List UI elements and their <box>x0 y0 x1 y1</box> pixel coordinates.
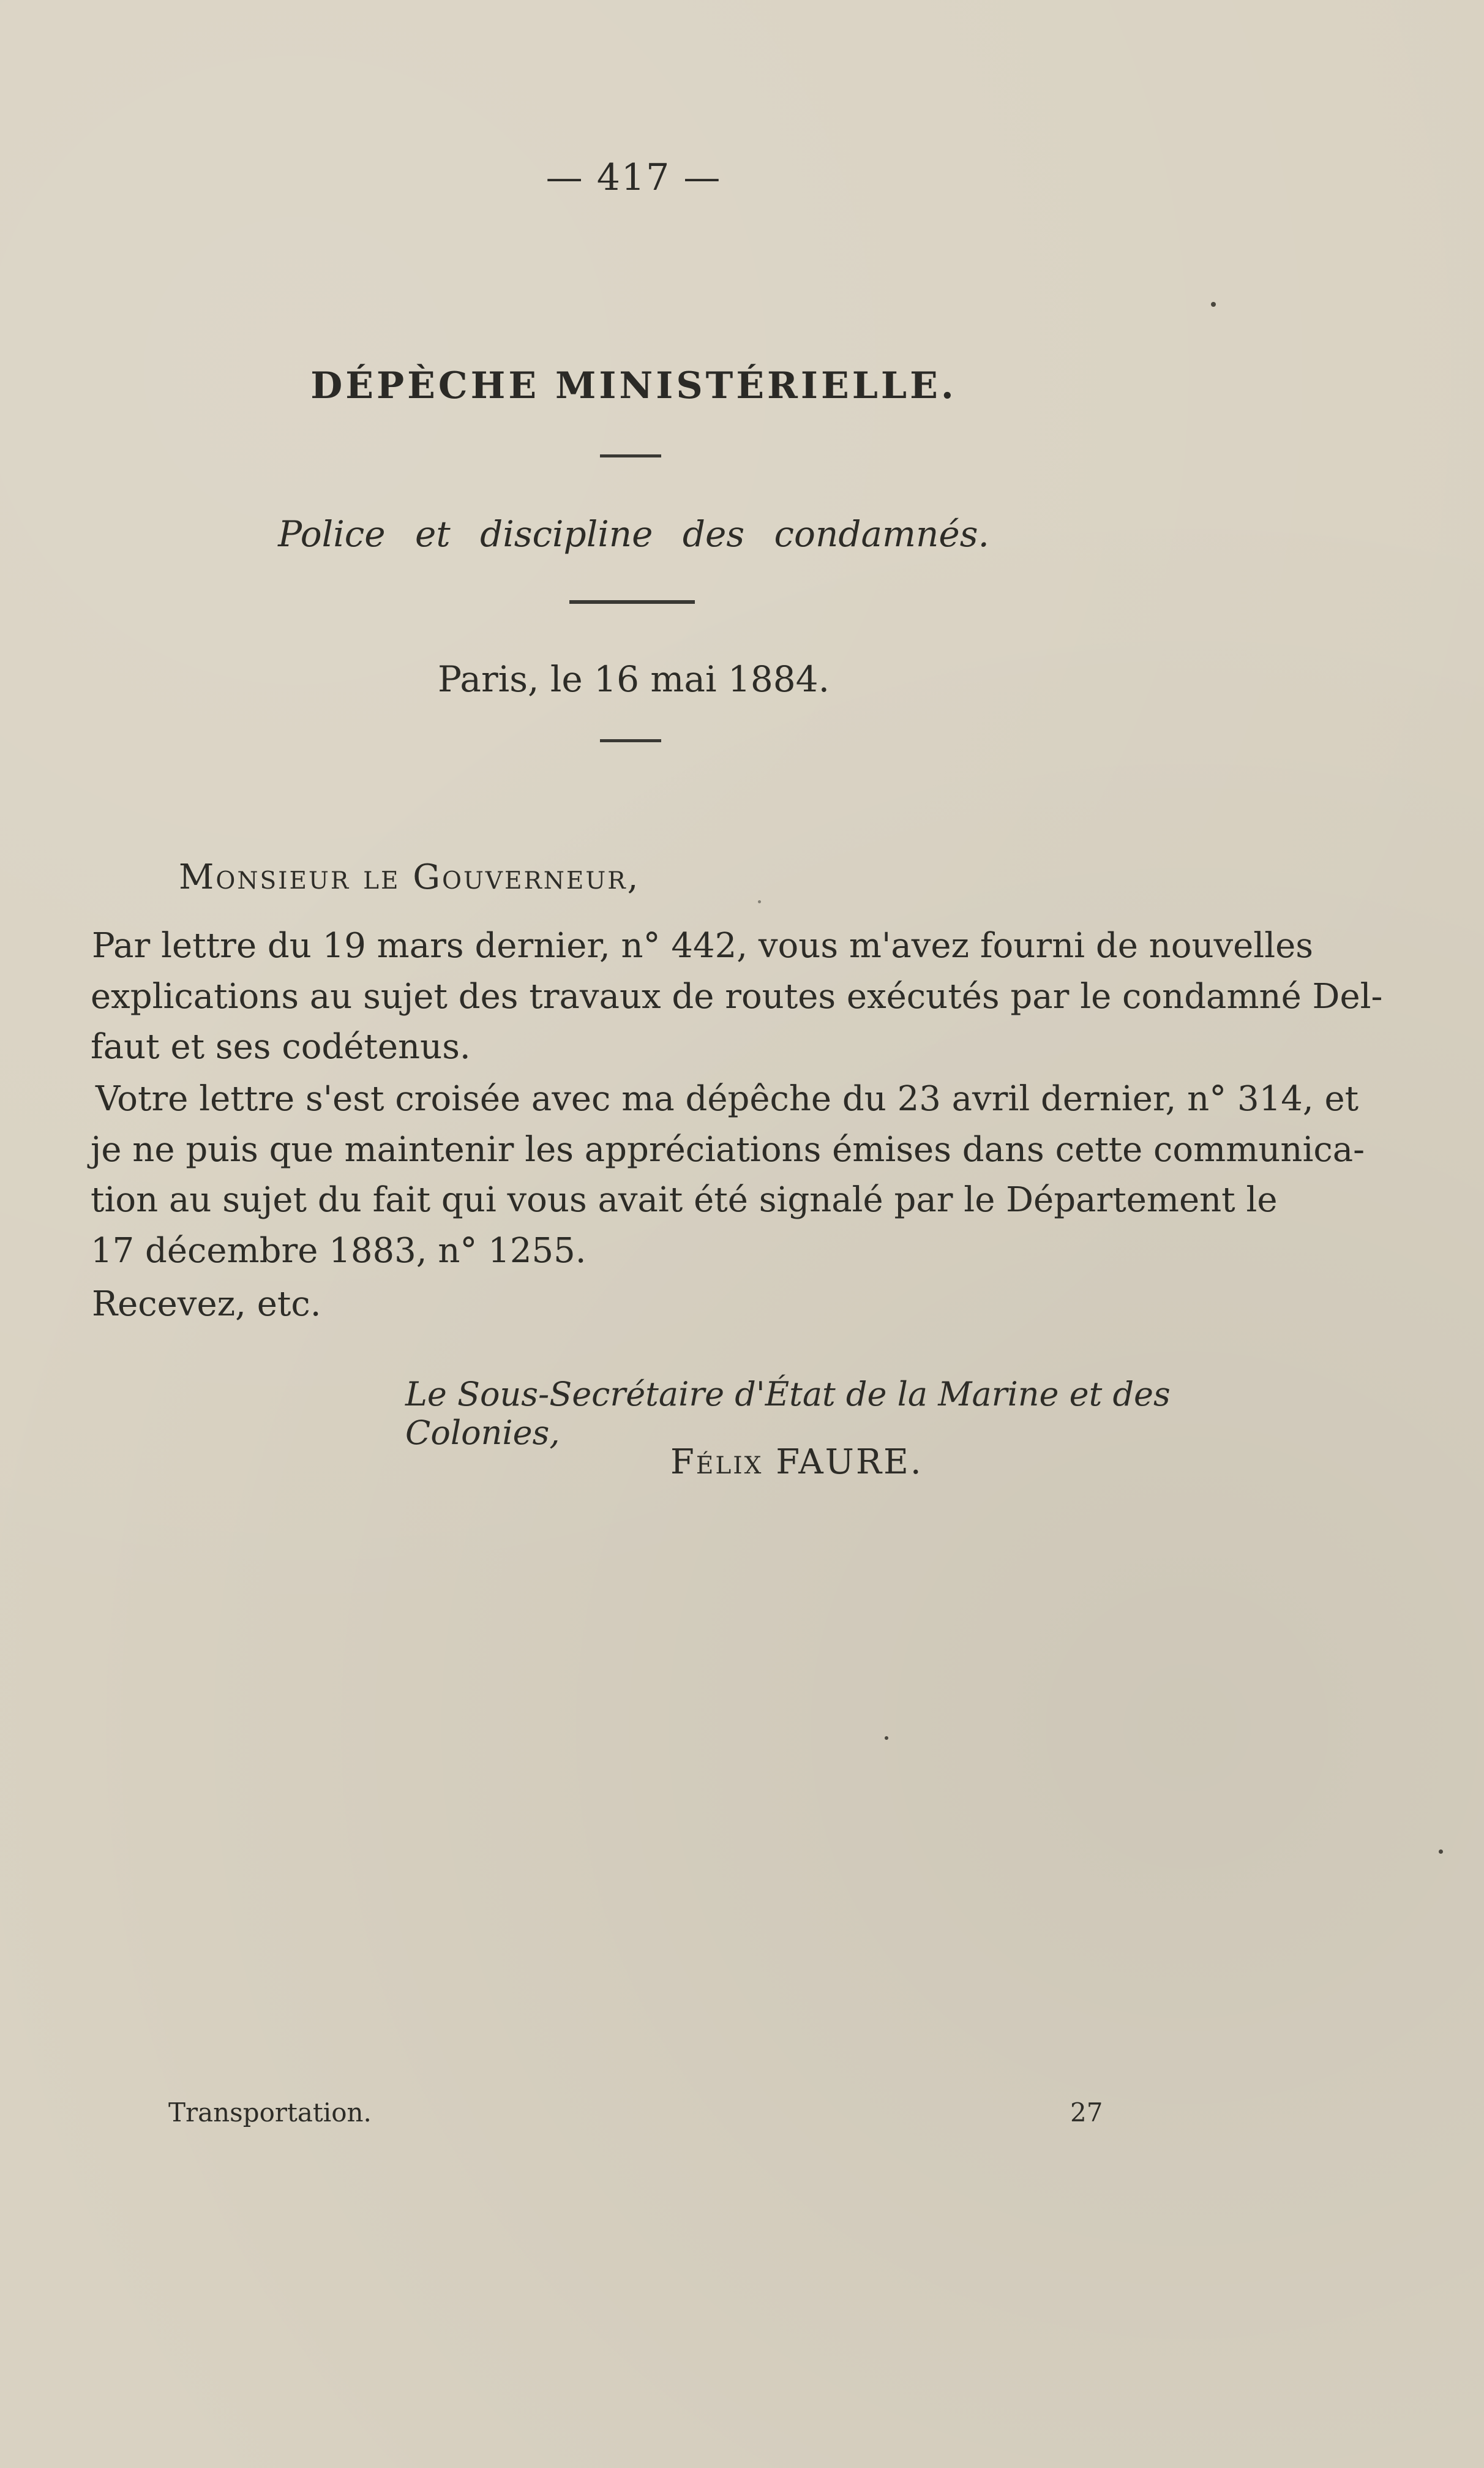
signature-title: Le Sous-Secrétaire d'État de la Marine et des Colonies, <box>405 1375 1171 1452</box>
document-subtitle: Police et discipline des condamnés. <box>278 513 989 555</box>
paragraph-2-line-1: Votre lettre s'est croisée avec ma dépêche du 23 avril dernier, n° 314, et <box>96 1079 1359 1119</box>
paper-speck <box>1439 1849 1443 1854</box>
dateline-divider <box>600 739 661 742</box>
closing-line: Recevez, etc. <box>92 1284 321 1324</box>
paper-speck <box>885 1736 888 1740</box>
paragraph-1-line-2: explications au sujet des travaux de routes exécutés par le condamné Del- <box>91 977 1383 1017</box>
paragraph-1-line-3: faut et ses codétenus. <box>91 1027 471 1067</box>
paper-speck <box>758 900 761 903</box>
paragraph-2-line-2: je ne puis que maintenir les appréciations émises dans cette communica- <box>91 1130 1365 1170</box>
title-divider <box>600 454 661 457</box>
document-title: DÉPÈCHE MINISTÉRIELLE. <box>310 364 957 407</box>
signature-first-name: Félix <box>670 1442 763 1482</box>
paragraph-2-line-3: tion au sujet du fait qui vous avait été signalé par le Département le <box>91 1180 1278 1220</box>
signature-name <box>670 1442 923 1482</box>
footer-signature-number: 27 <box>1070 2097 1103 2128</box>
page-number: — 417 — <box>545 156 722 199</box>
subtitle-divider <box>569 600 695 604</box>
paper-speck <box>1211 302 1216 307</box>
signature-last-name: FAURE. <box>776 1442 923 1482</box>
paragraph-2-line-4: 17 décembre 1883, n° 1255. <box>91 1231 586 1271</box>
salutation: Monsieur le Gouverneur, <box>179 857 640 897</box>
dateline: Paris, le 16 mai 1884. <box>437 658 830 700</box>
footer-section-label: Transportation. <box>168 2097 372 2128</box>
paragraph-1-line-1: Par lettre du 19 mars dernier, n° 442, vous m'avez fourni de nouvelles <box>92 926 1313 966</box>
